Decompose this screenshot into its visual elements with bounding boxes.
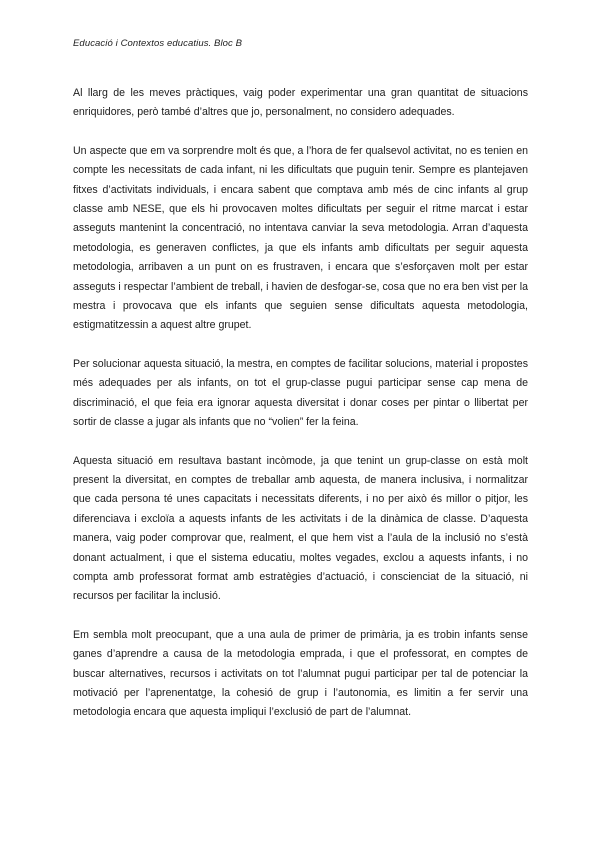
paragraph-5: Em sembla molt preocupant, que a una aula de primer de primària, ja es trobin infants sense ganes d’aprendre a causa de la metodologia emprada, i que el professorat, en comptes de buscar alternatives, recursos i activitats on tot l’alumnat pugui participar per tal de potenciar la motivació per l’aprenentatge, la cohesió de grup i l’autonomia, es limitin a fer servir una metodologia encara que aquesta impliqui l’exclusió de part de l’alumnat.	[73, 628, 528, 719]
paragraph-1: Al llarg de les meves pràctiques, vaig poder experimentar una gran quantitat de situacions enriquidores, però també d’altres que jo, personalment, no considero adequades.	[73, 87, 528, 119]
paragraph-4: Aquesta situació em resultava bastant incòmode, ja que tenint un grup-classe on està molt present la diversitat, en comptes de treballar amb aquesta, de manera inclusiva, i normalitzar que cada persona té unes capacitats i necessitats diferents, i no per això és millor o pitjor, les diferenciava i excloïa a aquests infants de les activitats i de la dinàmica de classe. D’aquesta manera, vaig poder comprovar que, realment, el que hem vist a l’aula de la inclusió no s’està donant actualment, i que el sistema educatiu, moltes vegades, exclou a aquests infants, i no compta amb professorat format amb estratègies d’actuació, i conscienciat de la situació, ni recursos per facilitar la inclusió.	[73, 454, 528, 603]
paragraph-3: Per solucionar aquesta situació, la mestra, en comptes de facilitar solucions, material i propostes més adequades per als infants, on tot el grup-classe pugui participar sense cap mena de discriminació, el que feia era ignorar aquesta diversitat i donar coses per pintar o llibertat per sortir de classe a jugar als infants que no “volien” fer la feina.	[73, 357, 528, 429]
document-header: Educació i Contextos educatius. Bloc B	[73, 38, 243, 49]
document-body	[73, 84, 528, 742]
paragraph-2: Un aspecte que em va sorprendre molt és que, a l’hora de fer qualsevol activitat, no es tenien en compte les necessitats de cada infant, ni les dificultats que puguin tenir. Sempre es plantejaven fitxes d’activitats individuals, i encara sabent que comptava amb més de cinc infants al grup classe amb NESE, que els hi provocaven moltes dificultats per seguir el ritme marcat i estar asseguts mantenint la concentració, no intentava canviar la seva metodologia. Arran d’aquesta metodologia, es generaven conflictes, ja que els infants amb dificultats per seguir aquesta metodologia, arribaven a un punt on es frustraven, i encara que s’esforçaven molt per estar asseguts i respectar l’ambient de treball, i havien de desfogar-se, cosa que no era ben vist per la mestra i provocava que els infants que seguien sense dificultats aquesta metodologia, estigmatitzessin a aquest altre grupet.	[73, 144, 528, 332]
